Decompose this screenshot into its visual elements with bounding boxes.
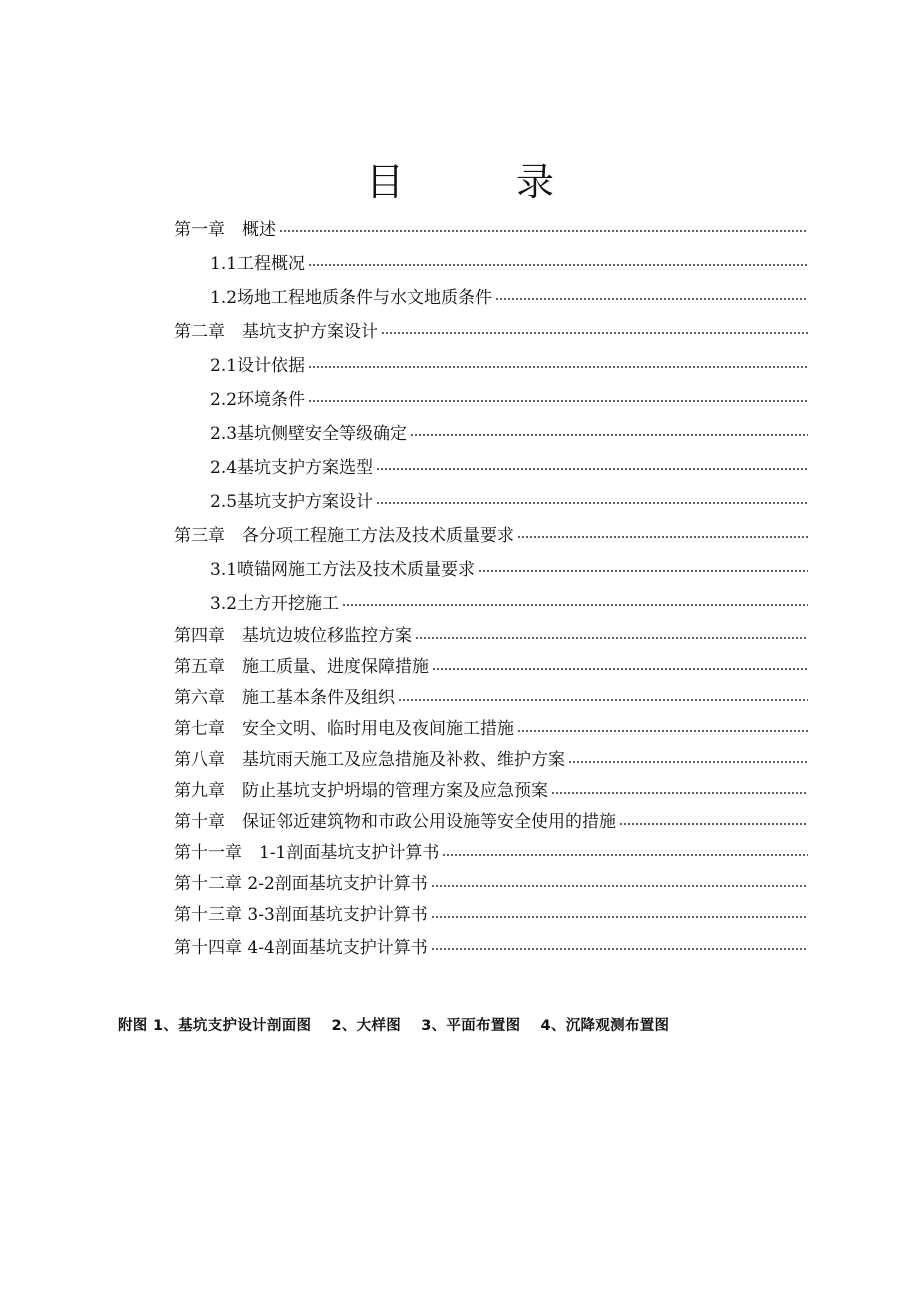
dot-leader	[432, 668, 808, 670]
dot-leader	[376, 468, 808, 470]
toc-entry-section-1-1[interactable]	[174, 244, 808, 278]
toc-entry-section-1-2[interactable]	[174, 278, 808, 312]
toc-entry-label: 2.2环境条件	[210, 389, 306, 410]
toc-entry-chapter-2[interactable]	[174, 312, 808, 346]
toc-entry-label: 第三章 各分项工程施工方法及技术质量要求	[174, 525, 514, 546]
toc-entry-label: 第四章 基坑边坡位移监控方案	[174, 626, 412, 646]
toc-entry-label: 2.4基坑支护方案选型	[210, 457, 374, 478]
dot-leader	[551, 792, 808, 794]
dot-leader	[398, 699, 808, 701]
dot-leader	[495, 298, 808, 300]
toc-entry-chapter-9[interactable]	[174, 773, 808, 804]
toc-entry-chapter-4[interactable]	[174, 618, 808, 649]
toc-entry-section-2-2[interactable]	[174, 380, 808, 414]
toc-entry-label: 1.2场地工程地质条件与水文地质条件	[210, 287, 493, 308]
dot-leader	[279, 230, 808, 232]
dot-leader	[517, 730, 808, 732]
dot-leader	[308, 264, 808, 266]
toc-entry-label: 第十一章 1-1剖面基坑支护计算书	[174, 843, 440, 863]
toc-entry-chapter-3[interactable]	[174, 516, 808, 550]
dot-leader	[415, 637, 808, 639]
toc-entry-label: 第七章 安全文明、临时用电及夜间施工措施	[174, 719, 514, 739]
toc-entry-section-2-1[interactable]	[174, 346, 808, 380]
toc-entry-label: 3.1喷锚网施工方法及技术质量要求	[210, 559, 476, 580]
toc-entry-label: 2.3基坑侧壁安全等级确定	[210, 423, 408, 444]
page-title: 目 录	[365, 160, 605, 204]
dot-leader	[431, 948, 808, 950]
toc-entry-chapter-6[interactable]	[174, 680, 808, 711]
dot-leader	[431, 916, 808, 918]
toc-entry-label: 1.1工程概况	[210, 253, 306, 274]
dot-leader	[619, 823, 808, 825]
toc-entry-section-2-3[interactable]	[174, 414, 808, 448]
toc-entry-chapter-12[interactable]	[174, 866, 808, 897]
dot-leader	[568, 761, 808, 763]
dot-leader	[308, 366, 808, 368]
dot-leader	[376, 502, 808, 504]
toc-entry-label: 第十章 保证邻近建筑物和市政公用设施等安全使用的措施	[174, 812, 616, 832]
toc-entry-label: 2.5基坑支护方案设计	[210, 491, 374, 512]
toc-entry-chapter-5[interactable]	[174, 649, 808, 680]
dot-leader	[478, 570, 808, 572]
toc-entry-section-3-2[interactable]	[174, 584, 808, 618]
toc-entry-label: 第五章 施工质量、进度保障措施	[174, 657, 429, 677]
toc-entry-label: 第八章 基坑雨天施工及应急措施及补救、维护方案	[174, 750, 565, 770]
dot-leader	[381, 332, 808, 334]
dot-leader	[342, 604, 808, 606]
toc-entry-section-3-1[interactable]	[174, 550, 808, 584]
toc-entry-label: 第十三章 3-3剖面基坑支护计算书	[174, 905, 428, 925]
toc-entry-label: 第十二章 2-2剖面基坑支护计算书	[174, 874, 428, 894]
toc-entry-label: 第十四章 4-4剖面基坑支护计算书	[174, 937, 428, 958]
dot-leader	[517, 536, 808, 538]
toc-entry-chapter-7[interactable]	[174, 711, 808, 742]
toc-entry-label: 3.2土方开挖施工	[210, 593, 340, 614]
toc-entry-label: 2.1设计依据	[210, 355, 306, 376]
toc-entry-section-2-5[interactable]	[174, 482, 808, 516]
toc-entry-chapter-10[interactable]	[174, 804, 808, 835]
toc-entry-label: 第二章 基坑支护方案设计	[174, 321, 378, 342]
toc-entry-label: 第九章 防止基坑支护坍塌的管理方案及应急预案	[174, 781, 548, 801]
appendix-figures-line: 附图 1、基坑支护设计剖面图 2、大样图 3、平面布置图 4、沉降观测布置图	[118, 1018, 670, 1034]
dot-leader	[431, 885, 808, 887]
dot-leader	[442, 854, 808, 856]
toc-entry-chapter-1[interactable]	[174, 210, 808, 244]
toc-entry-chapter-8[interactable]	[174, 742, 808, 773]
toc-entry-chapter-13[interactable]	[174, 897, 808, 928]
dot-leader	[308, 400, 808, 402]
toc-entry-label: 第六章 施工基本条件及组织	[174, 688, 395, 708]
toc-entry-chapter-14[interactable]	[174, 928, 808, 962]
table-of-contents	[174, 210, 808, 962]
dot-leader	[410, 434, 808, 436]
toc-entry-section-2-4[interactable]	[174, 448, 808, 482]
toc-entry-label: 第一章 概述	[174, 219, 276, 240]
toc-entry-chapter-11[interactable]	[174, 835, 808, 866]
